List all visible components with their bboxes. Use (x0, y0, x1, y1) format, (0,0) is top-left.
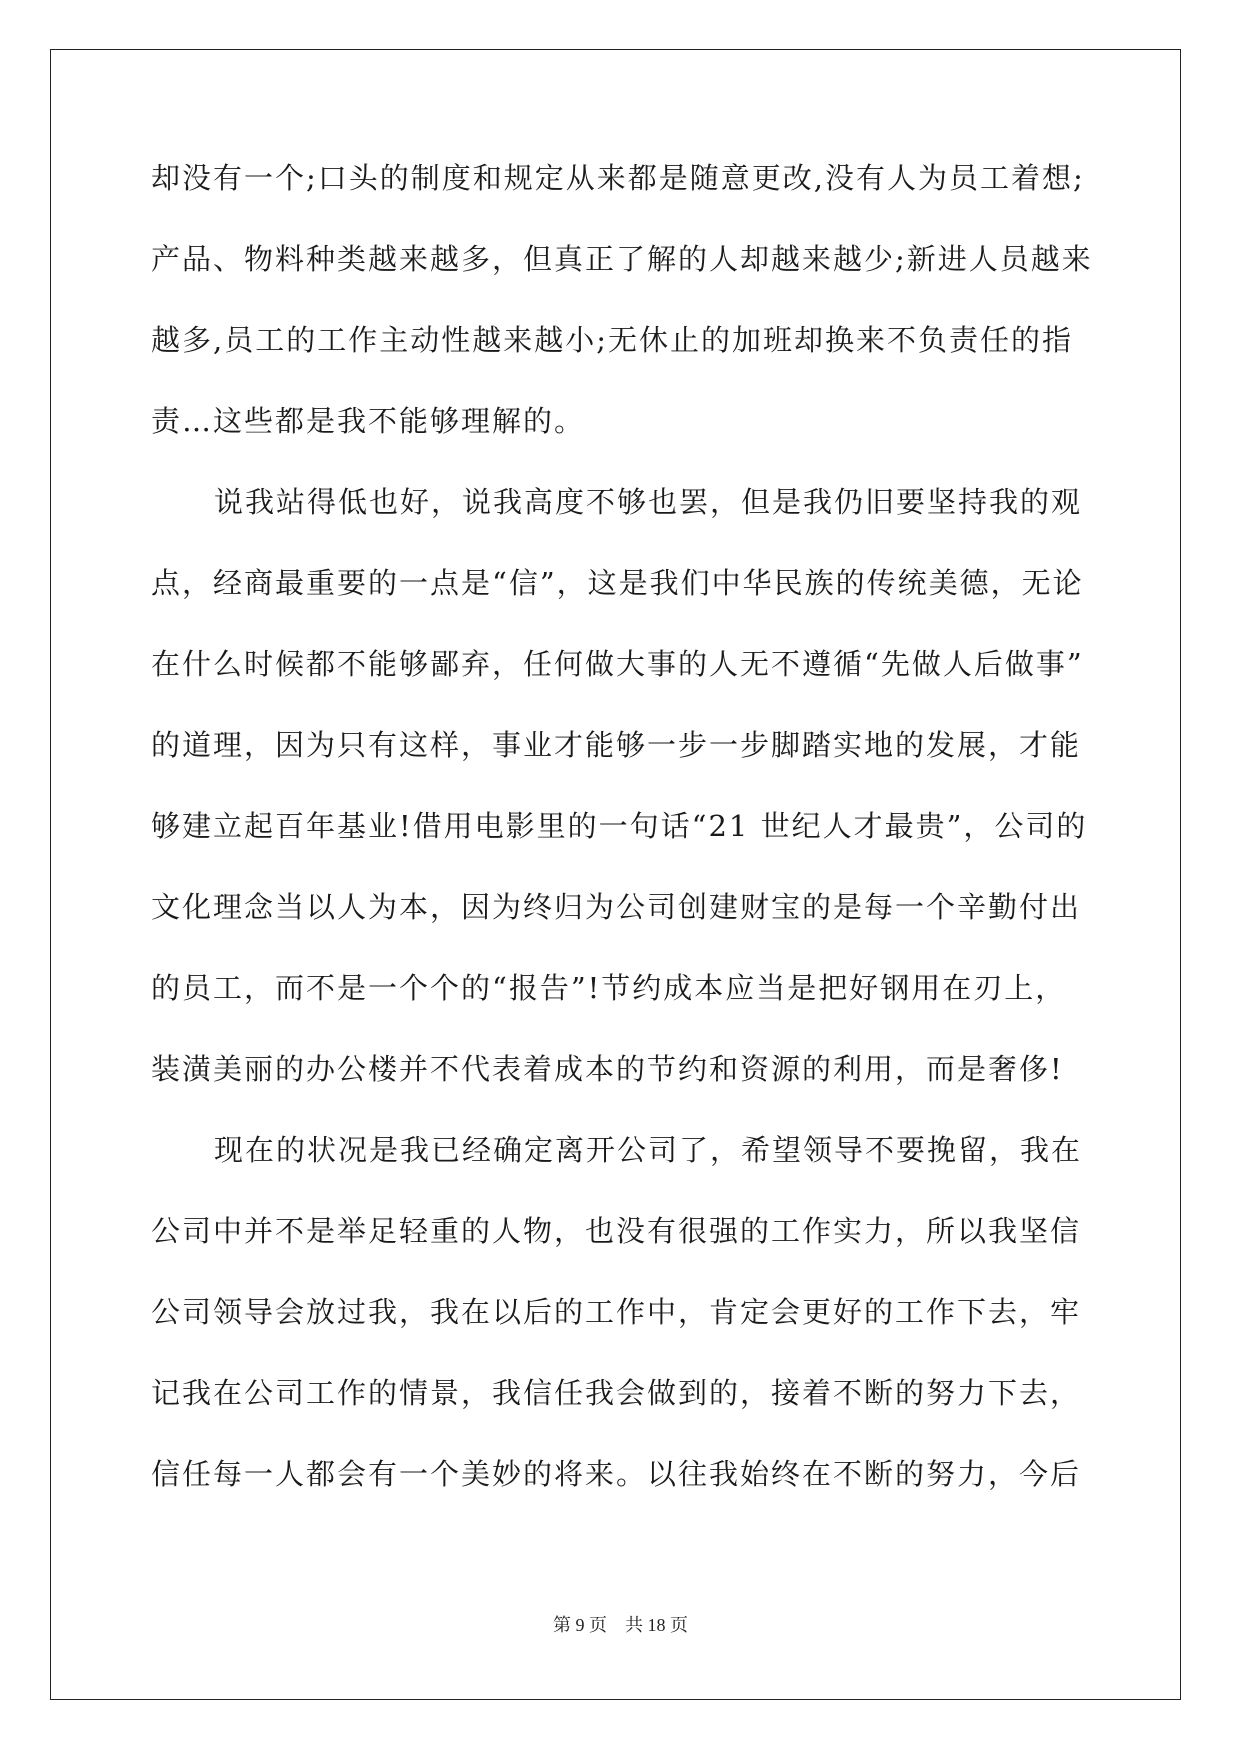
document-body (151, 154, 1091, 1531)
text-line-7: 在什么时候都不能够鄙弃，任何做大事的人无不遵循“先做人后做事” (151, 647, 1084, 681)
text-line-6: 点，经商最重要的一点是“信”，这是我们中华民族的传统美德，无论 (151, 566, 1084, 600)
text-line-9: 够建立起百年基业!借用电影里的一句话“21 世纪人才最贵”，公司的 (151, 809, 1088, 843)
text-line-2: 产品、物料种类越来越多，但真正了解的人却越来越少;新进人员越来 (151, 242, 1093, 276)
page-footer (0, 1611, 1241, 1637)
text-line-15: 公司领导会放过我，我在以后的工作中，肯定会更好的工作下去，牢 (151, 1295, 1082, 1329)
text-line-13: 现在的状况是我已经确定离开公司了，希望领导不要挽留，我在 (214, 1133, 1083, 1167)
page-number: 第 9 页 (553, 1615, 607, 1635)
text-line-12: 装潢美丽的办公楼并不代表着成本的节约和资源的利用，而是奢侈! (151, 1052, 1064, 1086)
text-line-3: 越多,员工的工作主动性越来越小;无休止的加班却换来不负责任的指 (151, 323, 1073, 357)
page-total: 共 18 页 (625, 1615, 688, 1635)
text-line-17: 信任每一人都会有一个美妙的将来。以往我始终在不断的努力，今后 (151, 1457, 1082, 1491)
text-line-8: 的道理，因为只有这样，事业才能够一步一步脚踏实地的发展，才能 (151, 728, 1082, 762)
text-line-5: 说我站得低也好，说我高度不够也罢，但是我仍旧要坚持我的观 (214, 485, 1083, 519)
text-line-16: 记我在公司工作的情景，我信任我会做到的，接着不断的努力下去， (151, 1376, 1082, 1410)
text-line-11: 的员工，而不是一个个的“报告”!节约成本应当是把好钢用在刃上， (151, 971, 1067, 1005)
text-line-14: 公司中并不是举足轻重的人物，也没有很强的工作实力，所以我坚信 (151, 1214, 1082, 1248)
text-line-4: 责…这些都是我不能够理解的。 (151, 404, 586, 438)
text-line-1: 却没有一个;口头的制度和规定从来都是随意更改,没有人为员工着想; (151, 161, 1085, 195)
text-line-10: 文化理念当以人为本，因为终归为公司创建财宝的是每一个辛勤付出 (151, 890, 1082, 924)
